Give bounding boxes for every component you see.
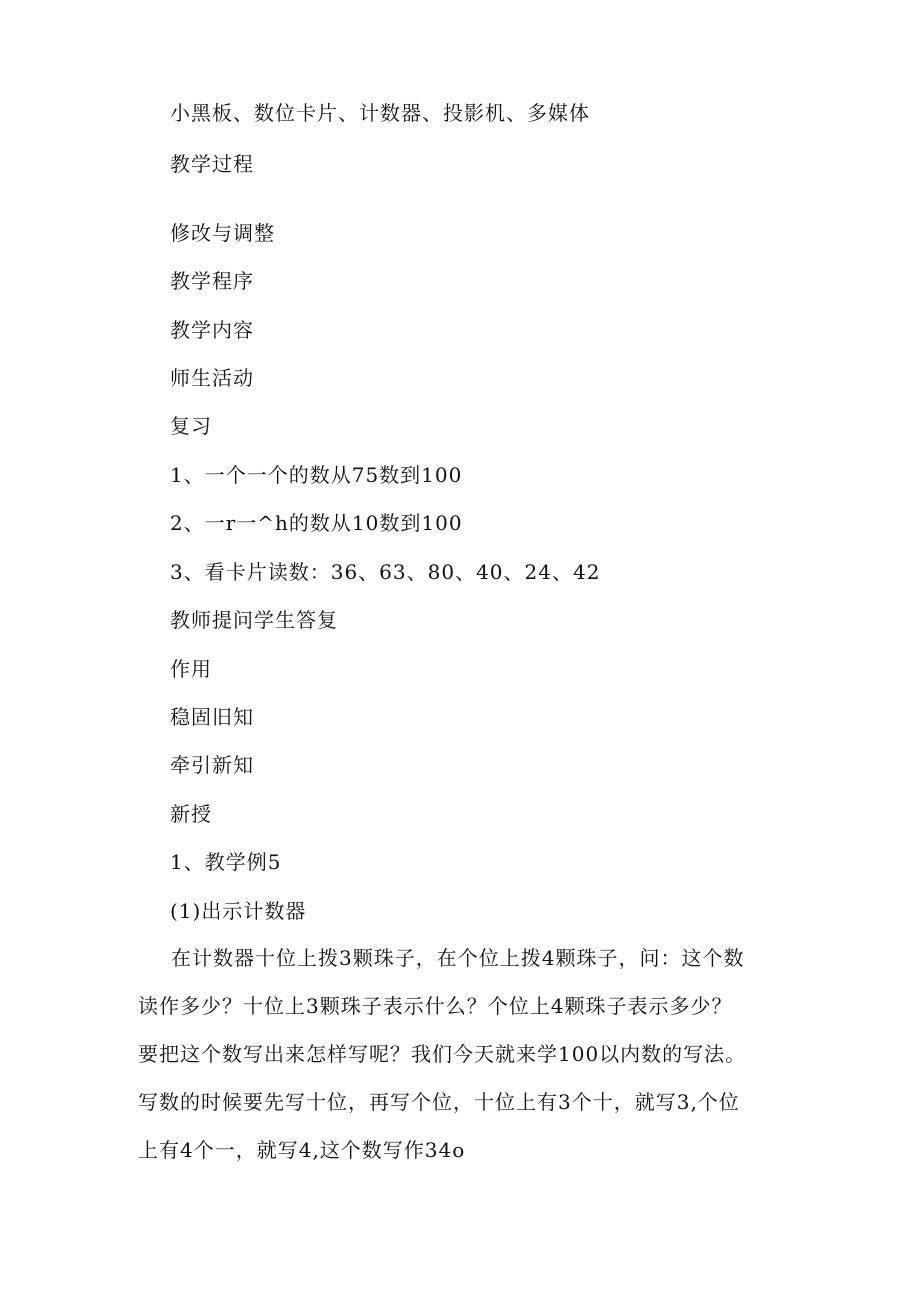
paragraph-line: 读作多少？十位上3颗珠子表示什么？个位上4颗珠子表示多少？: [138, 994, 733, 1018]
purpose-heading: 作用: [170, 657, 212, 681]
section-heading-teaching-process: 教学过程: [170, 152, 254, 176]
materials-line: 小黑板、数位卡片、计数器、投影机、多媒体: [170, 101, 590, 125]
review-item-3: 3、看卡片读数：36、63、80、40、24、42: [170, 560, 601, 584]
column-heading-procedure: 教学程序: [170, 269, 254, 293]
column-heading-revision: 修改与调整: [170, 221, 275, 245]
column-heading-content: 教学内容: [170, 318, 254, 342]
column-heading-activities: 师生活动: [170, 366, 254, 390]
lesson-paragraph: [138, 934, 788, 1174]
paragraph-line: 在计数器十位上拨3颗珠子，在个位上拨4颗珠子，问：这个数: [171, 946, 745, 970]
paragraph-line: 上有4个一，就写4,这个数写作34o: [138, 1138, 466, 1162]
teacher-student-activity: 教师提问学生答复: [170, 608, 338, 632]
purpose-item-introduce: 牵引新知: [170, 753, 254, 777]
step-heading: (1)出示计数器: [170, 899, 307, 923]
purpose-item-consolidate: 稳固旧知: [170, 705, 254, 729]
paragraph-line: 要把这个数写出来怎样写呢？我们今天就来学100以内数的写法。: [138, 1042, 747, 1066]
stage-heading-new-lesson: 新授: [170, 802, 212, 826]
stage-heading-review: 复习: [170, 414, 212, 438]
example-heading: 1、教学例5: [170, 850, 282, 874]
paragraph-line: 写数的时候要先写十位，再写个位，十位上有3个十，就写3,个位: [138, 1090, 740, 1114]
review-item-1: 1、一个一个的数从75数到100: [170, 463, 463, 487]
review-item-2: 2、一r一^h的数从10数到100: [170, 511, 463, 535]
